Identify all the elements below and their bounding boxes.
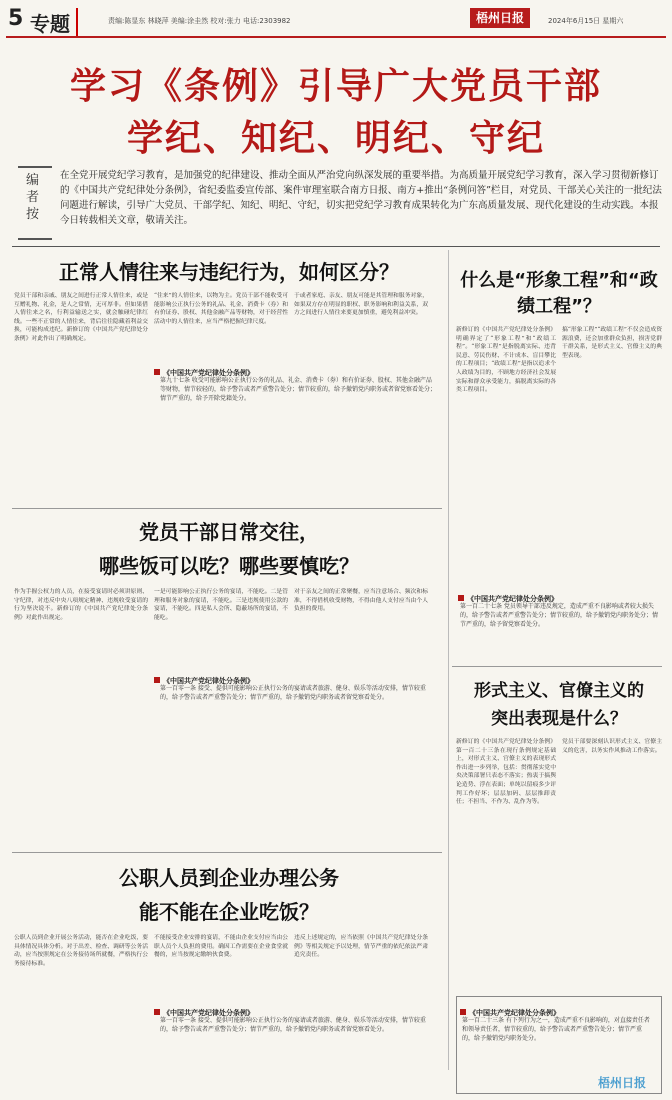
article-3-body-col2: 一是可能影响公正执行公务的宴请，不能吃。二是管理和服务对象的宴请，不能吃。三是违规使用公款的宴请，不能吃。四是私人会所、隐蔽场所的宴请，不能吃。 [154, 589, 288, 621]
article-4-headline-line2: 突出表现是什么？ [491, 709, 627, 729]
article-2-excerpt: 第一百二十七条 党员领导干部违反规定，造成严重不良影响或者较大损失的，给予警告或者严重警告处分；情节较重的，给予撤销党内职务处分；情节严重的，给予留党察看处分。 [460, 603, 659, 628]
article-3-excerpt: 第一百零一条 接受、提供可能影响公正执行公务的宴请或者旅游、健身、娱乐等活动安排，情节较重的，给予警告或者严重警告处分；情节严重的，给予撤销党内职务或者留党察看处分。 [160, 685, 426, 701]
article-5-body-col1: 公职人员到企业开展公务活动，能否在企业吃饭，要具体情况具体分析。对于出差、检查、调研等公务活动，应当按照规定在公务接待场所就餐，严格执行公务接待标准。 [14, 935, 148, 967]
article-2-headline: 什么是“形象工程”和“政绩工程”？ [460, 270, 658, 317]
main-title-line1: 学习《条例》引导广大党员干部 [69, 66, 602, 107]
article-5-headline-line1: 公职人员到企业办理公务 [119, 866, 339, 890]
masthead-logo: 梧州日报 [470, 8, 530, 28]
watermark-logo: 梧州日报 [598, 1076, 647, 1090]
staff-credits: 责编:陈显东 林晓萍 美编:涂圭然 校对:张力 电话:2303982 [108, 17, 291, 25]
article-2-excerpt-title: 《中国共产党纪律处分条例》 [467, 595, 558, 603]
article-3-headline-line2: 哪些饭可以吃？哪些要慎吃？ [99, 554, 359, 578]
article-2-body-col2: 搞“形象工程”“政绩工程”不仅会造成资源浪费，还会加重群众负担，损害党群干群关系，是形式主义、官僚主义的典型表现。 [562, 327, 662, 359]
article-1-headline: 正常人情往来与违纪行为，如何区分？ [59, 260, 399, 284]
article-1-excerpt: 第九十七条 收受可能影响公正执行公务的礼品、礼金、消费卡（券）和有价证券、股权、其他金融产品等财物，情节较轻的，给予警告或者严重警告处分；情节较重的，给予撤销党内职务或者留党察看处分；情节严重的，给予开除党籍处分。 [160, 377, 436, 402]
article-4-headline-line1: 形式主义、官僚主义的 [474, 681, 644, 701]
article-1-excerpt-title: 《中国共产党纪律处分条例》 [163, 369, 254, 377]
bullet-icon [154, 1009, 160, 1015]
editor-note-label: 编者按 [26, 173, 40, 222]
article-1-body-col1: 党员干部和亲戚、朋友之间进行正常人情往来，或是互赠礼物、礼金，是人之常情，无可厚非。但如果借人情往来之名，行利益输送之实，就会触碰纪律红线。一些不正常的人情往来，背后往往隐藏着利益交换，可能构成违纪。新修订的《中国共产党纪律处分条例》对此作出了明确规定。 [14, 293, 148, 342]
article-4-excerpt: 第一百二十三条 有下列行为之一，造成严重不良影响的，对直接责任者和领导责任者，情节较重的，给予警告或者严重警告处分；情节严重的，给予撤销党内职务处分。 [462, 1017, 650, 1042]
main-title-line2: 学纪、知纪、明纪、守纪 [126, 118, 545, 159]
article-5-body-col3: 违反上述规定的，应当依照《中国共产党纪律处分条例》等相关规定予以处理，情节严重的依纪依法严肃追究责任。 [294, 935, 428, 959]
page-number: 5 [8, 6, 24, 31]
editor-note-text: 在全党开展党纪学习教育，是加强党的纪律建设、推动全面从严治党向纵深发展的重要举措。为高质量开展党纪学习教育，深入学习贯彻新修订的《中国共产党纪律处分条例》，省纪委监委宣传部、案件审理室联合南方日报、南方+推出“条例问答”栏目，对党员、干部关心关注的一批纪法问题进行解读，引导广大党员、干部学纪、知纪、明纪、守纪，切实把党纪学习教育成果转化为广东高质量发展、现代化建设的生动实践。本报今日转载相关文章，敬请关注。 [60, 170, 662, 226]
bullet-icon [154, 677, 160, 683]
bullet-icon [154, 369, 160, 375]
article-5-body-col2: 不能接受企业安排的宴请，不能由企业支付应当由公职人员个人负担的费用。确因工作需要在企业食堂就餐的，应当按规定缴纳伙食费。 [154, 935, 288, 959]
article-3-body-col3: 对于亲友之间的正常聚餐，应当注意场合、频次和标准，不得借机收受财物，不得由他人支付应当由个人负担的费用。 [294, 589, 428, 613]
section-label: 专题 [30, 8, 78, 37]
article-4-body-col1: 新修订的《中国共产党纪律处分条例》第一百二十三条在现行条例规定基础上，对形式主义、官僚主义的表现形式作出进一步列举，包括：贯彻落实党中央决策部署只表态不落实；热衷于搞舆论造势、浮在表面；单纯以留痕多少评判工作好坏；层层加码、层层推卸责任；不担当、不作为、乱作为等。 [456, 739, 556, 806]
article-5-headline-line2: 能不能在企业吃饭？ [139, 900, 319, 924]
divider [12, 852, 442, 853]
divider [12, 246, 660, 247]
article-5-excerpt: 第一百零一条 接受、提供可能影响公正执行公务的宴请或者旅游、健身、娱乐等活动安排，情节较重的，给予警告或者严重警告处分；情节严重的，给予撤销党内职务或者留党察看处分。 [160, 1017, 426, 1033]
article-3-headline-line1: 党员干部日常交往， [139, 520, 319, 544]
article-2-body-col1: 新修订的《中国共产党纪律处分条例》明确界定了“形象工程”和“政绩工程”。“形象工程”是指脱离实际、违背民意、劳民伤财、不计成本、盲目攀比的工程项目；“政绩工程”是指以追求个人政绩为目的，不顾地方经济社会发展实际和群众承受能力，搞脱离实际的各类工程项目。 [456, 327, 556, 394]
article-1-body-col2: “住来”的人情往来，以物为主。党员干部不能收受可能影响公正执行公务的礼品、礼金、消费卡（券）和有价证券、股权、其他金融产品等财物，对于经营性活动中的人情往来，应当严格把握纪律尺度。 [154, 293, 288, 325]
bullet-icon [460, 1009, 466, 1015]
article-3-excerpt-title: 《中国共产党纪律处分条例》 [163, 677, 254, 685]
article-4-excerpt-title: 《中国共产党纪律处分条例》 [469, 1009, 560, 1017]
article-1-body-col3: 于或者家庭、亲友、朋友可能是其管理和服务对象，如果双方存在明显的职权、职务影响和利益关系，双方之间进行人情往来要更加慎重，避免利益冲突。 [294, 293, 428, 317]
bullet-icon [458, 595, 464, 601]
article-5-excerpt-title: 《中国共产党纪律处分条例》 [163, 1009, 254, 1017]
article-3-body-col1: 作为手握公权力的人员，在接受宴请时必须讲原则、守纪律，对违反中央八项规定精神、违规收受宴请的行为坚决说不。新修订的《中国共产党纪律处分条例》对此作出规定。 [14, 589, 148, 621]
issue-date: 2024年6月15日 星期六 [548, 17, 624, 25]
column-divider [448, 250, 449, 1070]
divider [12, 508, 442, 509]
header-rule [6, 36, 666, 38]
article-4-body-col2: 党员干部要深刻认识形式主义、官僚主义的危害，以务实作风推动工作落实。 [562, 739, 662, 754]
divider [452, 666, 662, 667]
